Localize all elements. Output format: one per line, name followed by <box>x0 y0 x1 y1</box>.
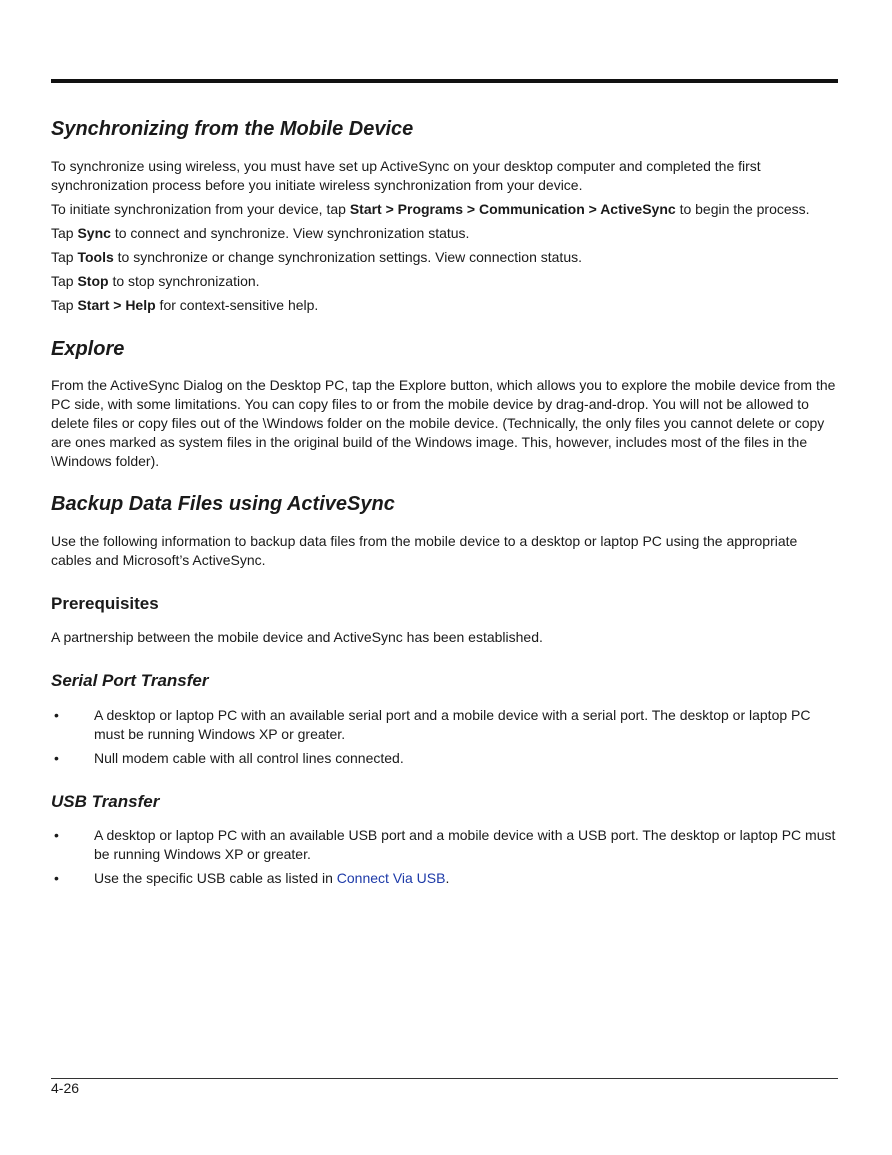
text-segment: to begin the process. <box>675 201 810 217</box>
bullet-icon: • <box>54 827 59 843</box>
bullet-icon: • <box>54 750 59 766</box>
help-keyword: Start > Help <box>77 297 156 313</box>
sync-tap-sync-line <box>51 224 841 243</box>
list-item-text <box>75 869 841 888</box>
list-item-text: A desktop or laptop PC with an available USB port and a mobile device with a USB port. The desktop or laptop PC must be running Windows XP or greater. <box>94 827 836 862</box>
text-segment: To initiate synchronization from your device, tap <box>51 201 350 217</box>
tools-keyword: Tools <box>77 249 114 265</box>
page-number: 4-26 <box>51 1080 80 1096</box>
bullet-icon: • <box>54 870 59 886</box>
text-segment: Tap <box>51 297 78 313</box>
backup-paragraph: Use the following information to backup data files from the mobile device to a desktop or laptop PC using the appropriate cables and Microsoft’s ActiveSync. <box>51 533 798 568</box>
header-rule <box>51 79 838 83</box>
sync-initiate-paragraph <box>51 200 841 219</box>
list-item-text: Null modem cable with all control lines connected. <box>94 750 404 766</box>
section-title-backup: Backup Data Files using ActiveSync <box>51 493 395 515</box>
text-segment: to stop synchronization. <box>108 273 260 289</box>
subsection-title-usb: USB Transfer <box>51 792 160 811</box>
text-segment: . <box>445 870 450 886</box>
text-segment: Tap <box>51 249 78 265</box>
list-item <box>54 749 841 768</box>
explore-paragraph: From the ActiveSync Dialog on the Desktop PC, tap the Explore button, which allows you to explore the mobile device from the PC side, with some limitations. You can copy files to or from the mobile device by drag-and-drop. You will not be allowed to delete files or copy files out of the \Windows folder on the mobile device. (Technically, the only files you cannot delete or copy are ones marked as system files in the original build of the Windows image. This, however, includes most of the files in the \Windows folder). <box>51 377 836 469</box>
text-segment: to connect and synchronize. View synchronization status. <box>110 225 470 241</box>
menu-path: Start > Programs > Communication > ActiveSync <box>349 201 676 217</box>
stop-keyword: Stop <box>77 273 109 289</box>
prerequisites-paragraph: A partnership between the mobile device and ActiveSync has been established. <box>51 629 543 645</box>
sync-intro-paragraph: To synchronize using wireless, you must have set up ActiveSync on your desktop computer and completed the first synchronization process before you initiate wireless synchronization from your device. <box>51 158 761 193</box>
text-segment: for context-sensitive help. <box>155 297 319 313</box>
sync-tap-help-line <box>51 296 841 315</box>
sync-keyword: Sync <box>77 225 111 241</box>
section-title-sync: Synchronizing from the Mobile Device <box>51 118 414 140</box>
list-item <box>54 826 841 864</box>
list-item-text: A desktop or laptop PC with an available serial port and a mobile device with a serial port. The desktop or laptop PC must be running Windows XP or greater. <box>94 707 811 742</box>
list-item <box>54 706 841 744</box>
section-title-explore: Explore <box>51 338 125 360</box>
text-segment: Tap <box>51 273 78 289</box>
footer-rule <box>51 1078 838 1079</box>
text-segment: to synchronize or change synchronization settings. View connection status. <box>113 249 582 265</box>
bullet-icon: • <box>54 707 59 723</box>
list-item <box>54 869 841 888</box>
subsection-title-serial: Serial Port Transfer <box>51 671 209 690</box>
subsection-title-prerequisites: Prerequisites <box>51 594 159 613</box>
text-segment: Use the specific USB cable as listed in <box>94 870 337 886</box>
connect-via-usb-link[interactable]: Connect Via USB <box>336 870 446 886</box>
sync-tap-tools-line <box>51 248 841 267</box>
sync-tap-stop-line <box>51 272 841 291</box>
text-segment: Tap <box>51 225 78 241</box>
